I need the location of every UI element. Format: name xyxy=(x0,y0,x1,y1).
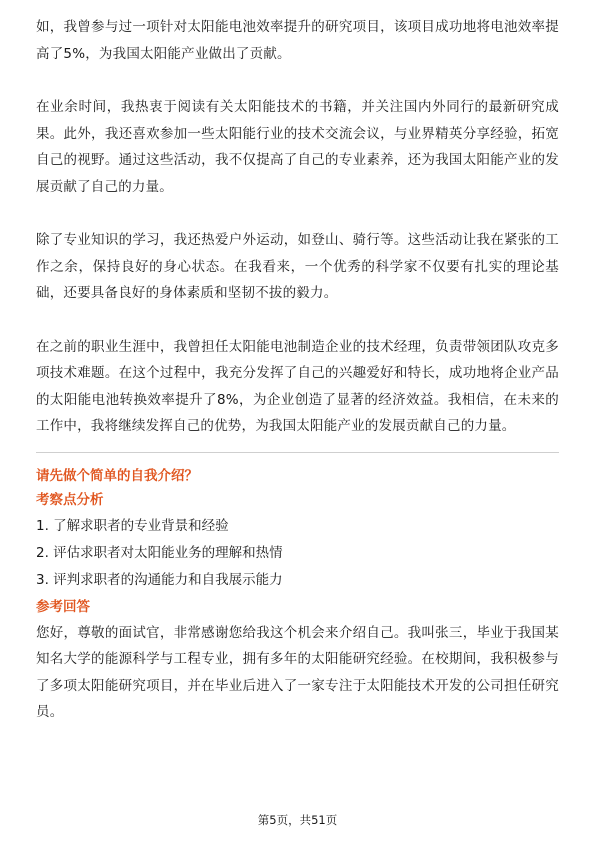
document-body xyxy=(36,14,559,726)
paragraph-gap xyxy=(36,200,559,227)
section-divider xyxy=(36,452,559,453)
body-paragraph-1: 如，我曾参与过一项针对太阳能电池效率提升的研究项目，该项目成功地将电池效率提高了5%，为我国太阳能产业做出了贡献。 xyxy=(36,19,559,62)
paragraph-gap xyxy=(36,67,559,94)
interview-question: 请先做个简单的自我介绍？ xyxy=(36,467,198,484)
analysis-item-1: 1. 了解求职者的专业背景和经验 xyxy=(36,517,229,534)
paragraph-gap xyxy=(36,307,559,334)
analysis-item-3: 3. 评判求职者的沟通能力和自我展示能力 xyxy=(36,571,283,588)
body-paragraph-3: 除了专业知识的学习，我还热爱户外运动，如登山、骑行等。这些活动让我在紧张的工作之余，保持良好的身心状态。在我看来，一个优秀的科学家不仅要有扎实的理论基础，还要具备良好的身体素质和坚韧不拔的毅力。 xyxy=(36,232,559,301)
reference-title: 参考回答 xyxy=(36,598,90,615)
body-paragraph-4: 在之前的职业生涯中，我曾担任太阳能电池制造企业的技术经理，负责带领团队攻克多项技术难题。在这个过程中，我充分发挥了自己的兴趣爱好和特长，成功地将企业产品的太阳能电池转换效率提升了8%，为企业创造了显著的经济效益。我相信，在未来的工作中，我将继续发挥自己的优势，为我国太阳能产业的发展贡献自己的力量。 xyxy=(36,338,559,434)
page-footer: 第5页，共51页 xyxy=(257,813,338,827)
analysis-title: 考察点分析 xyxy=(36,491,104,508)
body-paragraph-2: 在业余时间，我热衷于阅读有关太阳能技术的书籍，并关注国内外同行的最新研究成果。此外，我还喜欢参加一些太阳能行业的技术交流会议，与业界精英分享经验，拓宽自己的视野。通过这些活动，我不仅提高了自己的专业素养，还为我国太阳能产业的发展贡献了自己的力量。 xyxy=(36,99,559,195)
reference-answer: 您好，尊敬的面试官，非常感谢您给我这个机会来介绍自己。我叫张三，毕业于我国某知名大学的能源科学与工程专业，拥有多年的太阳能研究经验。在校期间，我积极参与了多项太阳能研究项目，并在毕业后进入了一家专注于太阳能技术开发的公司担任研究员。 xyxy=(36,624,559,720)
analysis-item-2: 2. 评估求职者对太阳能业务的理解和热情 xyxy=(36,544,283,561)
